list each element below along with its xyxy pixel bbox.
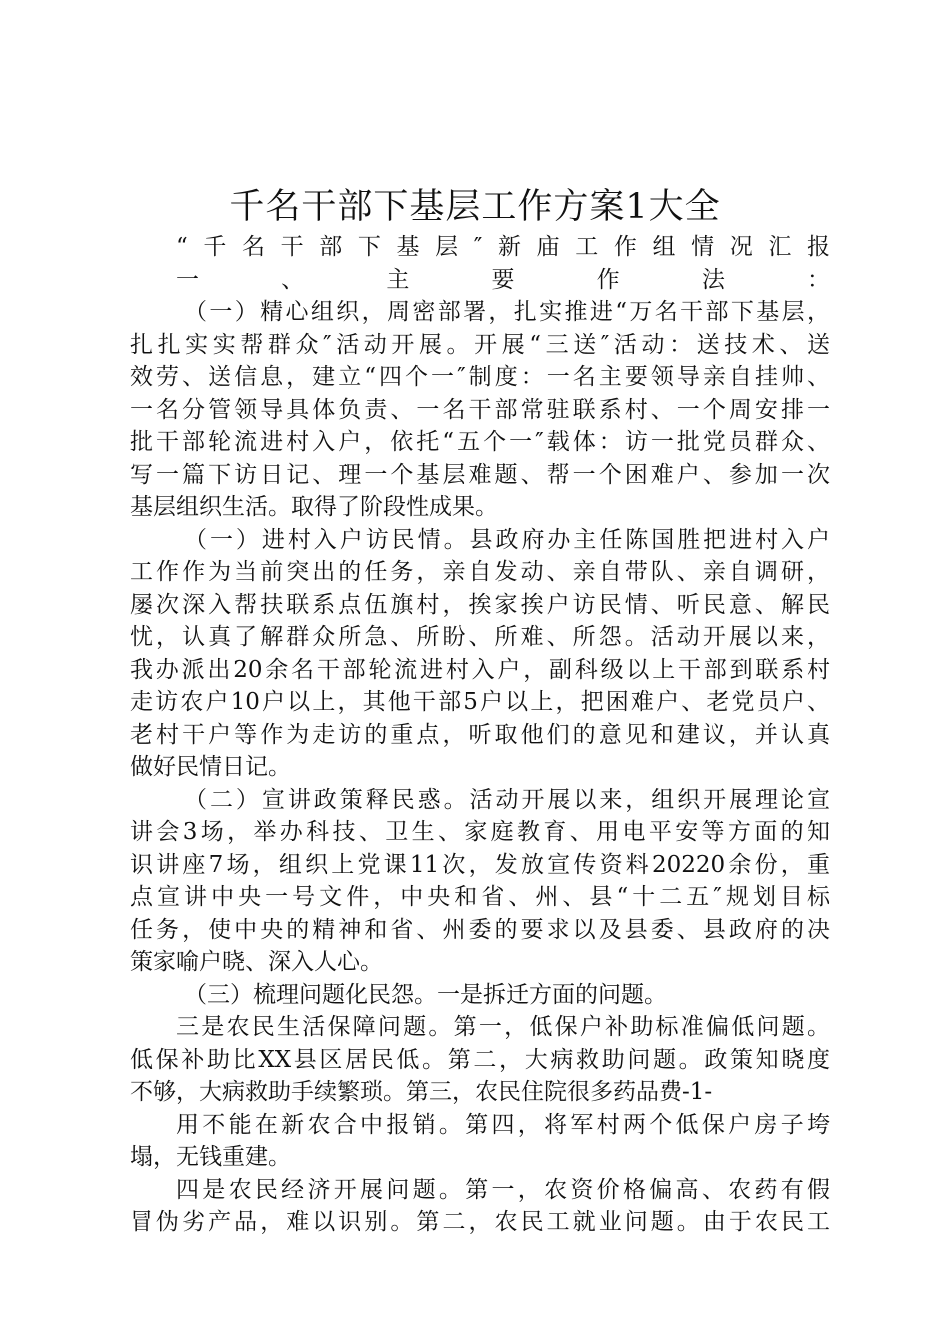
text-line: 低保补助比XX县区居民低。第二，大病救助问题。政策知晓度: [130, 1046, 830, 1073]
text-line: 工作作为当前突出的任务，亲自发动、亲自带队、亲自调研，: [130, 559, 830, 585]
text-line: 老村干户等作为走访的重点，听取他们的意见和建议，并认真: [130, 721, 830, 748]
text-line: 识讲座7场，组织上党课11次，发放宣传资料20220余份，重: [130, 851, 830, 878]
text-line: （一）精心组织，周密部署，扎实推进“万名干部下基层，: [184, 299, 830, 325]
text-line: 扎扎实实帮群众″活动开展。开展“三送″活动：送技术、送: [130, 331, 830, 358]
text-line: （三）梳理问题化民怨。一是拆迁方面的问题。: [184, 981, 667, 1008]
text-line: 任务，使中央的精神和省、州委的要求以及县委、县政府的决: [130, 916, 830, 943]
document-title: 千名干部下基层工作方案1大全: [229, 187, 721, 227]
text-line: 点宣讲中央一号文件，中央和省、州、县“十二五″规划目标: [130, 884, 830, 910]
text-line: （一）进村入户访民情。县政府办主任陈国胜把进村入户: [184, 526, 830, 553]
text-line: 讲会3场，举办科技、卫生、家庭教育、用电平安等方面的知: [130, 819, 830, 845]
text-line: 批干部轮流进村入户，依托“五个一″载体：访一批党员群众、: [130, 429, 830, 455]
text-line: 三是农民生活保障问题。第一，低保户补助标准偏低问题。: [176, 1014, 830, 1040]
text-line: 一、主要作法：: [176, 266, 830, 293]
text-line: 一名分管领导具体负责、一名干部常驻联系村、一个周安排一: [130, 396, 830, 423]
text-line: 不够，大病救助手续繁琐。第三，农民住院很多药品费-1-: [130, 1079, 713, 1105]
text-line: “千名干部下基层″新庙工作组情况汇报: [176, 234, 830, 260]
text-line: 我办派出20余名干部轮流进村入户，副科级以上干部到联系村: [130, 656, 830, 683]
text-line: 忧，认真了解群众所急、所盼、所难、所怨。活动开展以来，: [130, 624, 830, 650]
text-line: 四是农民经济开展问题。第一，农资价格偏高、农药有假: [176, 1176, 830, 1203]
text-line: 用不能在新农合中报销。第四，将军村两个低保户房子垮: [176, 1111, 830, 1138]
text-line: 塌，无钱重建。: [130, 1144, 291, 1170]
text-line: 做好民情日记。: [130, 754, 291, 780]
text-line: 基层组织生活。取得了阶段性成果。: [130, 494, 498, 520]
text-line: 屡次深入帮扶联系点伍旗村，挨家挨户访民情、听民意、解民: [130, 591, 830, 618]
text-line: （二）宣讲政策释民惑。活动开展以来，组织开展理论宣: [184, 786, 830, 813]
text-line: 写一篇下访日记、理一个基层难题、帮一个困难户、参加一次: [130, 461, 830, 488]
text-line: 策家喻户晓、深入人心。: [130, 949, 383, 975]
text-line: 效劳、送信息，建立“四个一″制度：一名主要领导亲自挂帅、: [130, 364, 830, 390]
text-line: 冒伪劣产品，难以识别。第二，农民工就业问题。由于农民工: [130, 1209, 830, 1235]
document-body: [130, 231, 830, 1239]
text-line: 走访农户10户以上，其他干部5户以上，把困难户、老党员户、: [130, 689, 830, 715]
